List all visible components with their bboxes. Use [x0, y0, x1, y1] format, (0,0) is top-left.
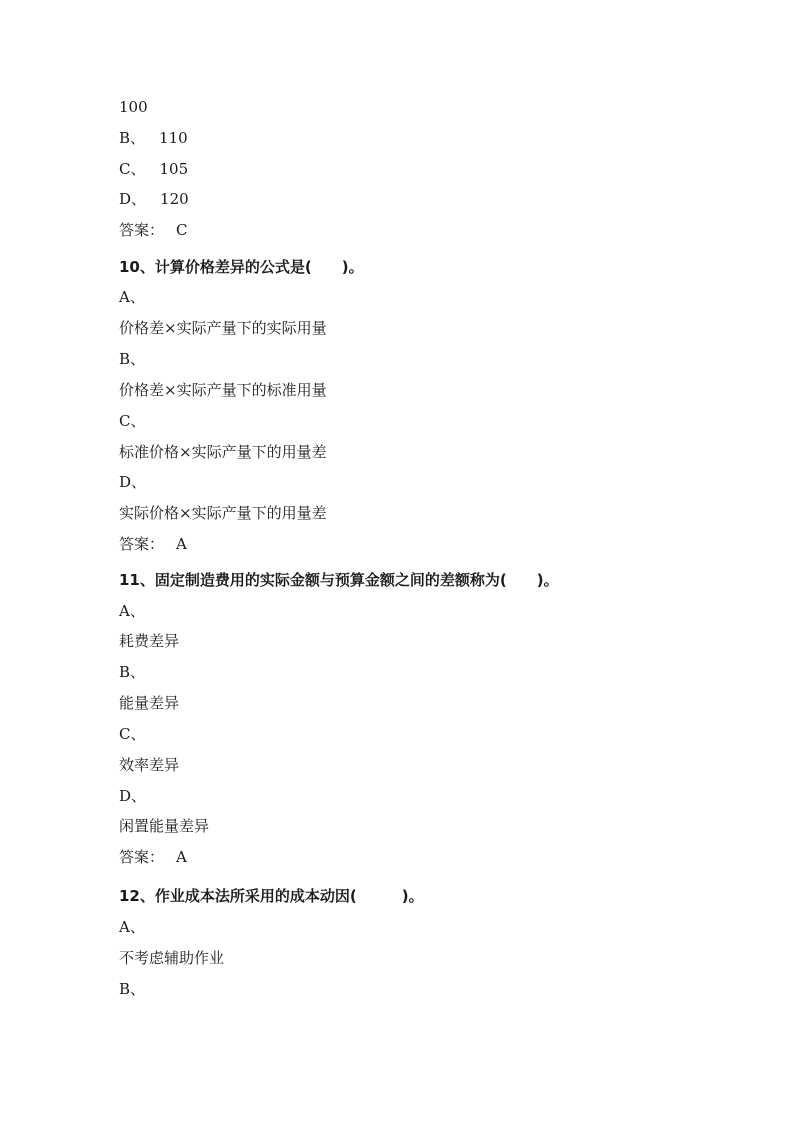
- q12-option-b-label: B、: [119, 980, 146, 998]
- q12-option-a-label: A、: [119, 918, 145, 936]
- q9-option-b: [119, 128, 188, 148]
- q9-answer: [119, 220, 188, 240]
- q10-option-c-label: C、: [119, 412, 146, 430]
- answer-value: C: [176, 221, 188, 239]
- q9-option-a-text: 100: [119, 98, 148, 116]
- q11-question: 11、固定制造费用的实际金额与预算金额之间的差额称为( )。: [119, 571, 559, 589]
- q11-answer: [119, 847, 187, 867]
- q11-option-d-text: 闲置能量差异: [119, 817, 210, 835]
- q10-answer: [119, 534, 187, 554]
- option-label: B、: [119, 129, 146, 147]
- answer-label: 答案：: [119, 535, 165, 553]
- q10-option-c-text: 标准价格×实际产量下的用量差: [119, 443, 327, 461]
- q10-question: 10、计算价格差异的公式是( )。: [119, 258, 364, 276]
- q11-option-b-label: B、: [119, 663, 146, 681]
- q11-option-c-label: C、: [119, 725, 146, 743]
- answer-value: A: [176, 535, 187, 553]
- option-text: 120: [160, 190, 189, 208]
- q12-question: 12、作业成本法所采用的成本动因( )。: [119, 887, 424, 905]
- q10-option-b-text: 价格差×实际产量下的标准用量: [119, 381, 327, 399]
- q12-option-a-text: 不考虑辅助作业: [119, 949, 225, 967]
- q10-option-a-text: 价格差×实际产量下的实际用量: [119, 319, 327, 337]
- option-label: D、: [119, 190, 147, 208]
- answer-label: 答案：: [119, 848, 165, 866]
- answer-value: A: [176, 848, 187, 866]
- q9-option-c: [119, 159, 188, 179]
- q10-option-d-text: 实际价格×实际产量下的用量差: [119, 504, 327, 522]
- q11-option-b-text: 能量差异: [119, 694, 180, 712]
- option-text: 110: [159, 129, 188, 147]
- q11-option-a-label: A、: [119, 602, 145, 620]
- q11-option-c-text: 效率差异: [119, 756, 180, 774]
- q10-option-d-label: D、: [119, 473, 147, 491]
- q11-option-a-text: 耗费差异: [119, 632, 180, 650]
- q11-option-d-label: D、: [119, 787, 147, 805]
- q10-option-a-label: A、: [119, 288, 145, 306]
- answer-label: 答案：: [119, 221, 165, 239]
- q10-option-b-label: B、: [119, 350, 146, 368]
- q9-option-d: [119, 189, 189, 209]
- option-label: C、: [119, 160, 146, 178]
- option-text: 105: [159, 160, 189, 178]
